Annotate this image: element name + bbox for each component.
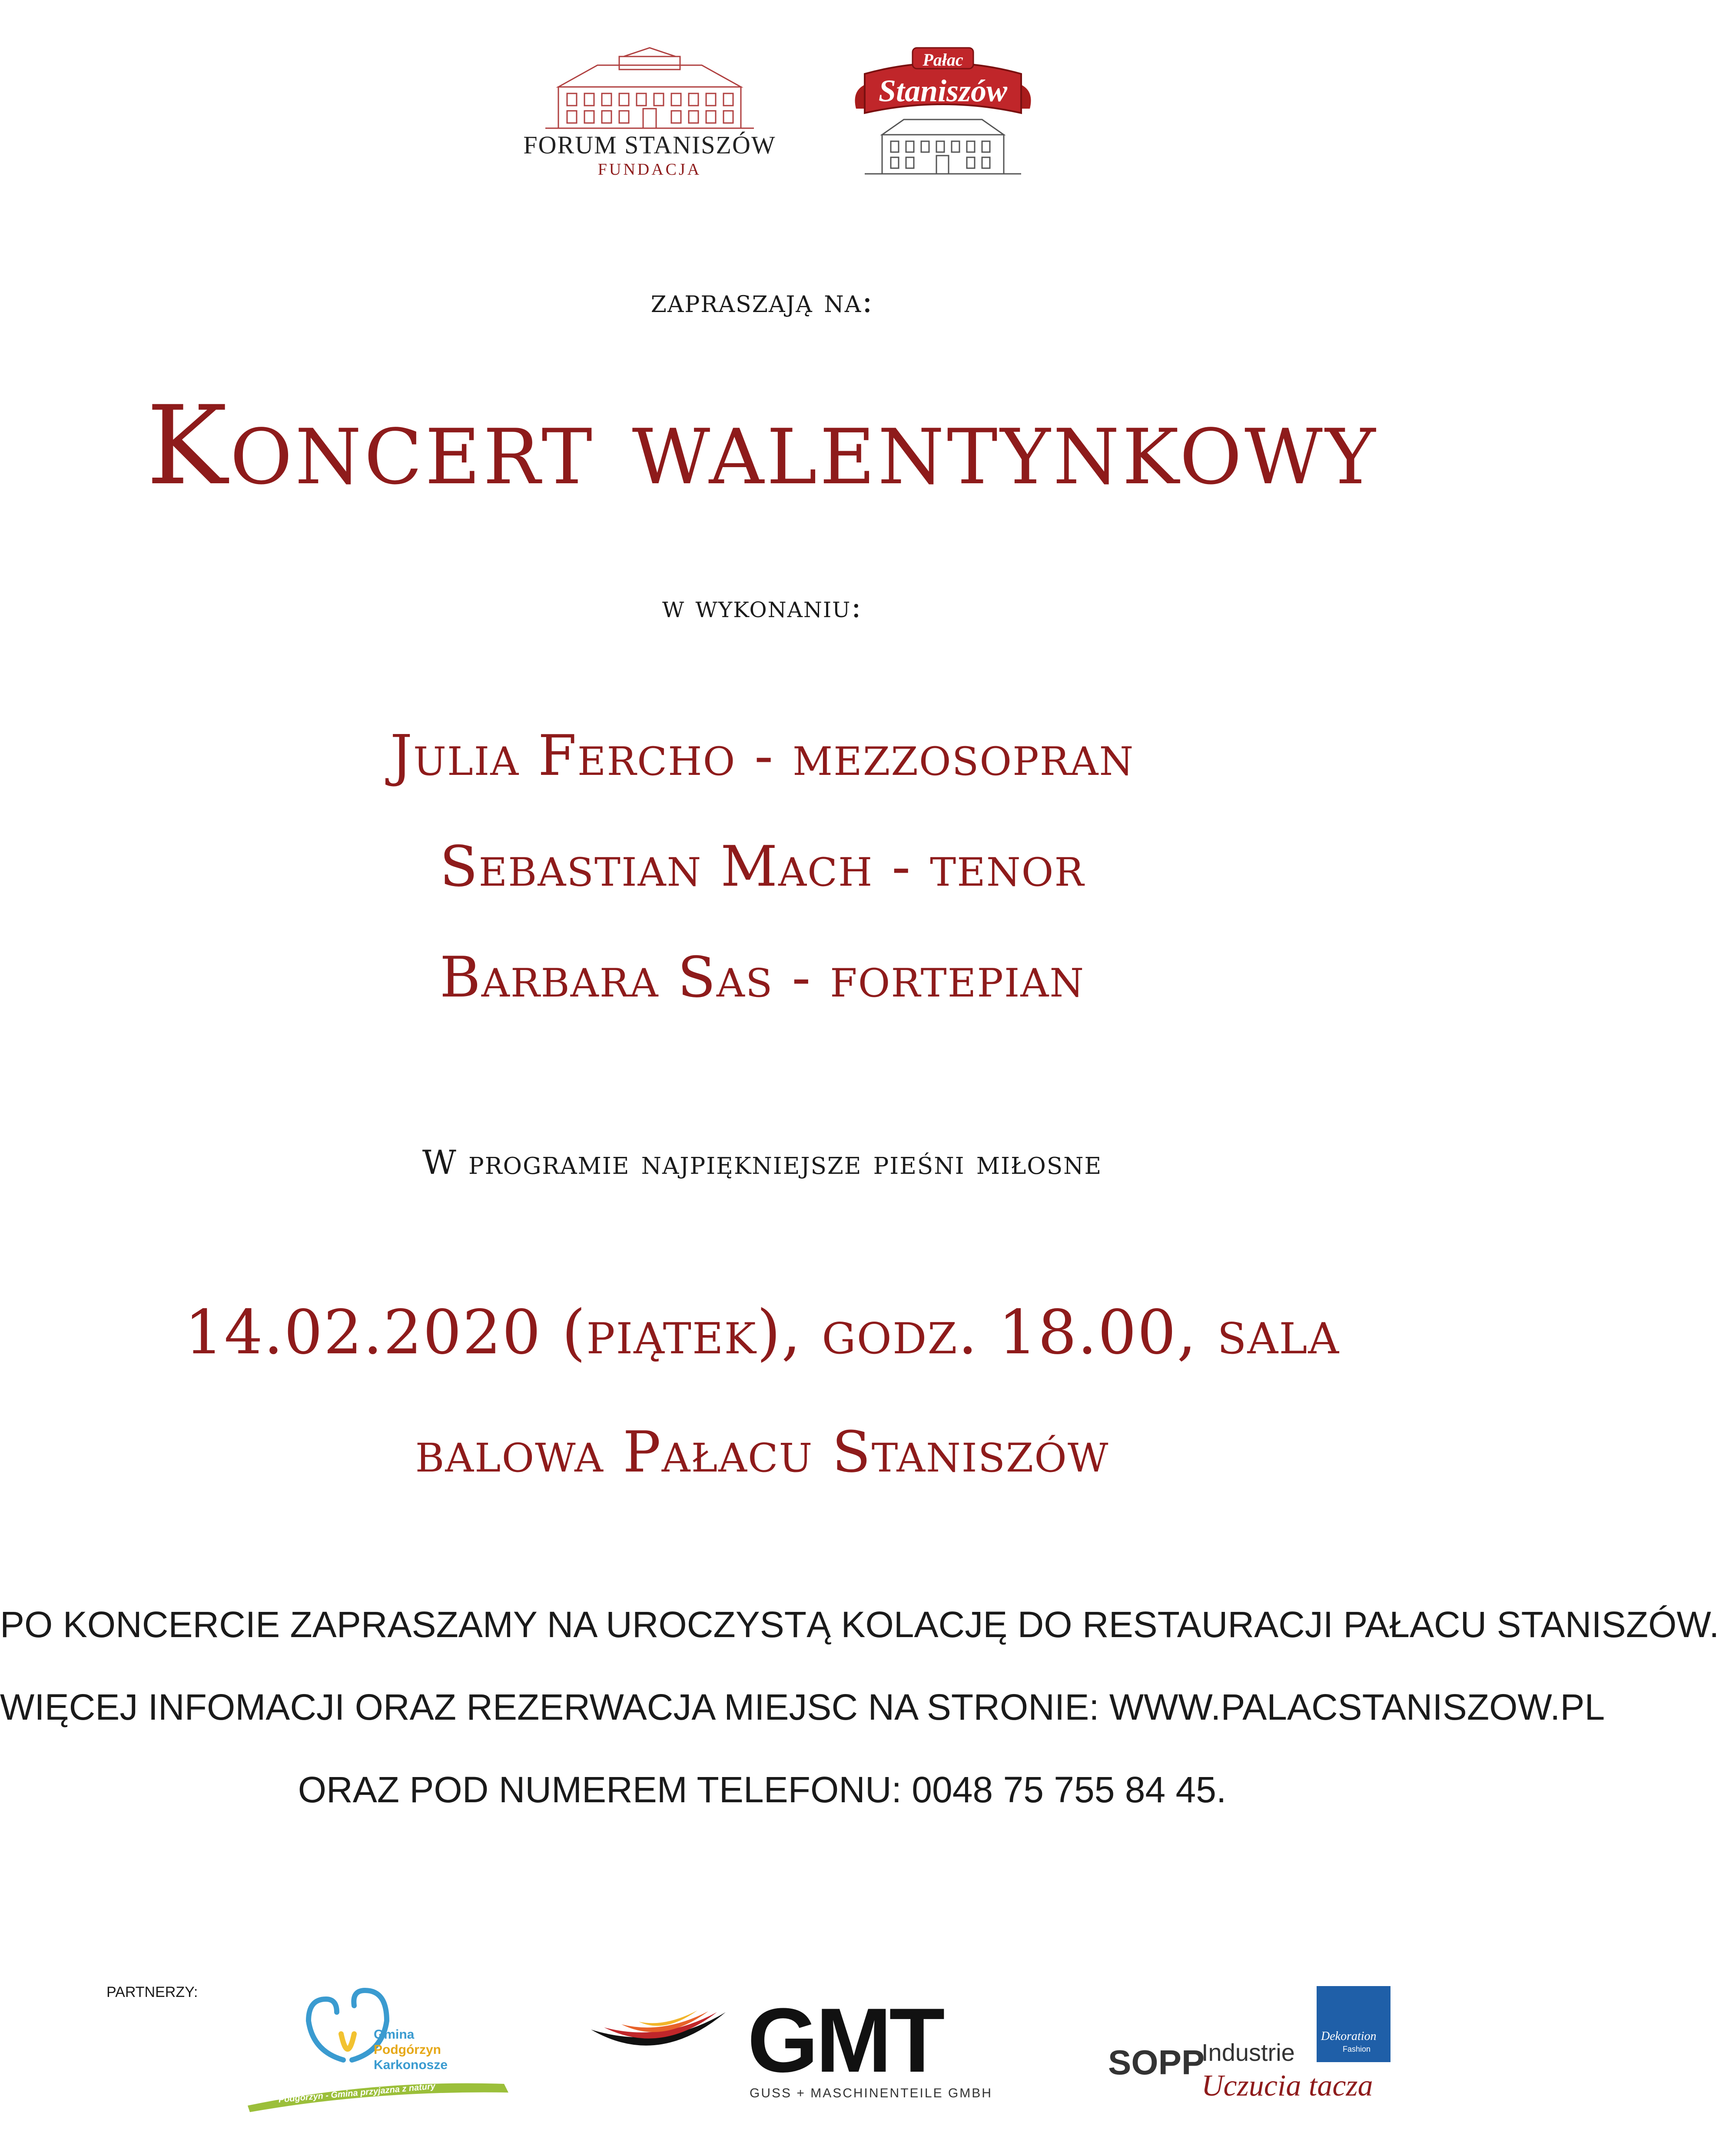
gmina-line1: Gmina xyxy=(374,2027,415,2042)
info-phone-line: ORAZ POD NUMEREM TELEFONU: 0048 75 755 84 45. xyxy=(298,1769,1227,1810)
palac-staniszow-logo xyxy=(847,43,1039,183)
palac-logo-line2: Staniszów xyxy=(878,73,1008,108)
concert-title: Koncert walentynkowy xyxy=(146,382,1378,509)
gmt-swoosh-icon xyxy=(587,2003,730,2064)
dekoration-badge xyxy=(1317,1986,1390,2062)
info-reservation-line: WIĘCEJ INFOMACJI ORAZ REZERWACJA MIEJSC NA STRONIE: WWW.PALACSTANISZOW.PL xyxy=(0,1687,1605,1727)
palac-logo-line1: Pałac xyxy=(923,50,963,70)
gmina-tagline: Podgórzyn - Gmina przyjazna z natury xyxy=(278,2081,436,2105)
sopp-tagline: Uczucia tacza xyxy=(1201,2069,1373,2103)
sopp-industrie: Industrie xyxy=(1201,2039,1295,2066)
badge-subtext: Fashion xyxy=(1343,2045,1371,2053)
performed-by-label: w wykonaniu: xyxy=(662,589,863,625)
event-date-line: 14.02.2020 (piątek), godz. 18.00, sala xyxy=(184,1297,1340,1368)
forum-logo-subtitle: FUNDACJA xyxy=(597,160,702,179)
gmina-line2: Podgórzyn xyxy=(374,2043,441,2057)
sopp-industrie-logo xyxy=(1108,1986,1438,2116)
gmt-name: GMT xyxy=(747,1989,942,2091)
gmina-line3: Karkonosze xyxy=(374,2058,448,2072)
gmina-podgorzyn-logo xyxy=(243,1982,513,2112)
event-venue-line: balowa Pałacu Staniszów xyxy=(415,1419,1109,1485)
forum-logo-name: FORUM STANISZÓW xyxy=(523,131,776,159)
invite-heading: zapraszają na: xyxy=(650,282,874,320)
gmt-logo xyxy=(587,1989,999,2108)
badge-text: Dekoration xyxy=(1321,2030,1377,2043)
palace-drawing-icon xyxy=(519,48,780,135)
program-description: W programie najpiękniejsze pieśni miłosne xyxy=(422,1143,1102,1182)
sopp-brand: SOPP xyxy=(1108,2043,1205,2082)
artist-line: Barbara Sas - fortepian xyxy=(439,945,1085,1010)
artist-line: Julia Fercho - mezzosopran xyxy=(390,724,1135,788)
artist-line: Sebastian Mach - tenor xyxy=(439,834,1085,899)
gmt-subtitle: GUSS + MASCHINENTEILE GMBH xyxy=(750,2086,992,2100)
partners-label: PARTNERZY: xyxy=(106,1984,198,2000)
info-dinner-line: PO KONCERCIE ZAPRASZAMY NA UROCZYSTĄ KOLACJĘ DO RESTAURACJI PAŁACU STANISZÓW. xyxy=(0,1604,1719,1645)
